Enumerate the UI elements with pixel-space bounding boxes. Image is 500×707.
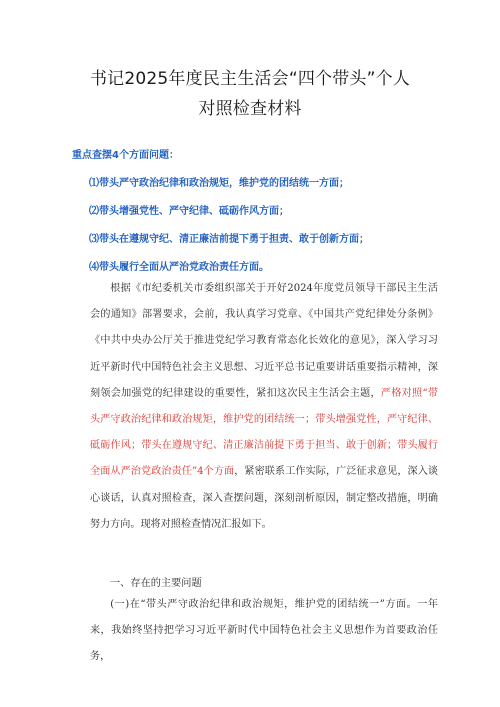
- section-heading-1: 一、存在的主要问题: [110, 578, 202, 589]
- focus-item-3: ⑶带头在遵规守纪、清正廉洁前提下勇于担责、敢于创新方面；: [89, 234, 369, 245]
- para1-text-b: ，紧密联系工作实际，广泛征求意见，深入谈心谈话，认真对照检查，深入查摆问题，深刻剖析原因，制定整改措施，明确努力方向。现将对照检查情况汇报如下。: [90, 466, 438, 530]
- focus-item-2: ⑵带头增强党性、严守纪律、砥砺作风方面；: [89, 206, 289, 217]
- body-paragraph-1: [90, 276, 438, 538]
- document-title-line-1: 书记2025年度民主生活会“四个带头”个人: [89, 69, 411, 89]
- para1-text-a: 根据《市纪委机关市委组织部关于开好2024年度党员领导干部民主生活会的通知》部署要求，会前，我认真学习党章、《中国共产党纪律处分条例》《中共中央办公厅关于推进党纪学习教育常态化长效化的意见》，深入学习习近平新时代中国特色社会主义思想、习近平总书记重要讲话重要指示精神，深刻领会加强党的纪律建设的重要性，紧扣这次民主生活会主题，: [90, 283, 438, 399]
- para1-highlight: 严格对照“带头严守政治纪律和政治规矩，维护党的团结统一；带头增强党性，严守纪律、砥砺作风；带头在遵规守纪、清正廉洁前提下勇于担当、敢于创新；带头履行全面从严治党政治责任”4个方面: [90, 387, 438, 478]
- focus-item-1: ⑴带头严守政治纪律和政治规矩，维护党的团结统一方面；: [89, 178, 349, 189]
- body-paragraph-2: (一)在“带头严守政治纪律和政治规矩，维护党的团结统一”方面。一年来，我始终坚持把学习习近平新时代中国特色社会主义思想作为首要政治任务，: [90, 599, 438, 663]
- document-title-line-2: 对照检查材料: [198, 99, 302, 119]
- focus-item-4: ⑷带头履行全面从严治党政治责任方面。: [89, 262, 269, 273]
- focus-heading: 重点查摆4个方面问题：: [72, 150, 179, 161]
